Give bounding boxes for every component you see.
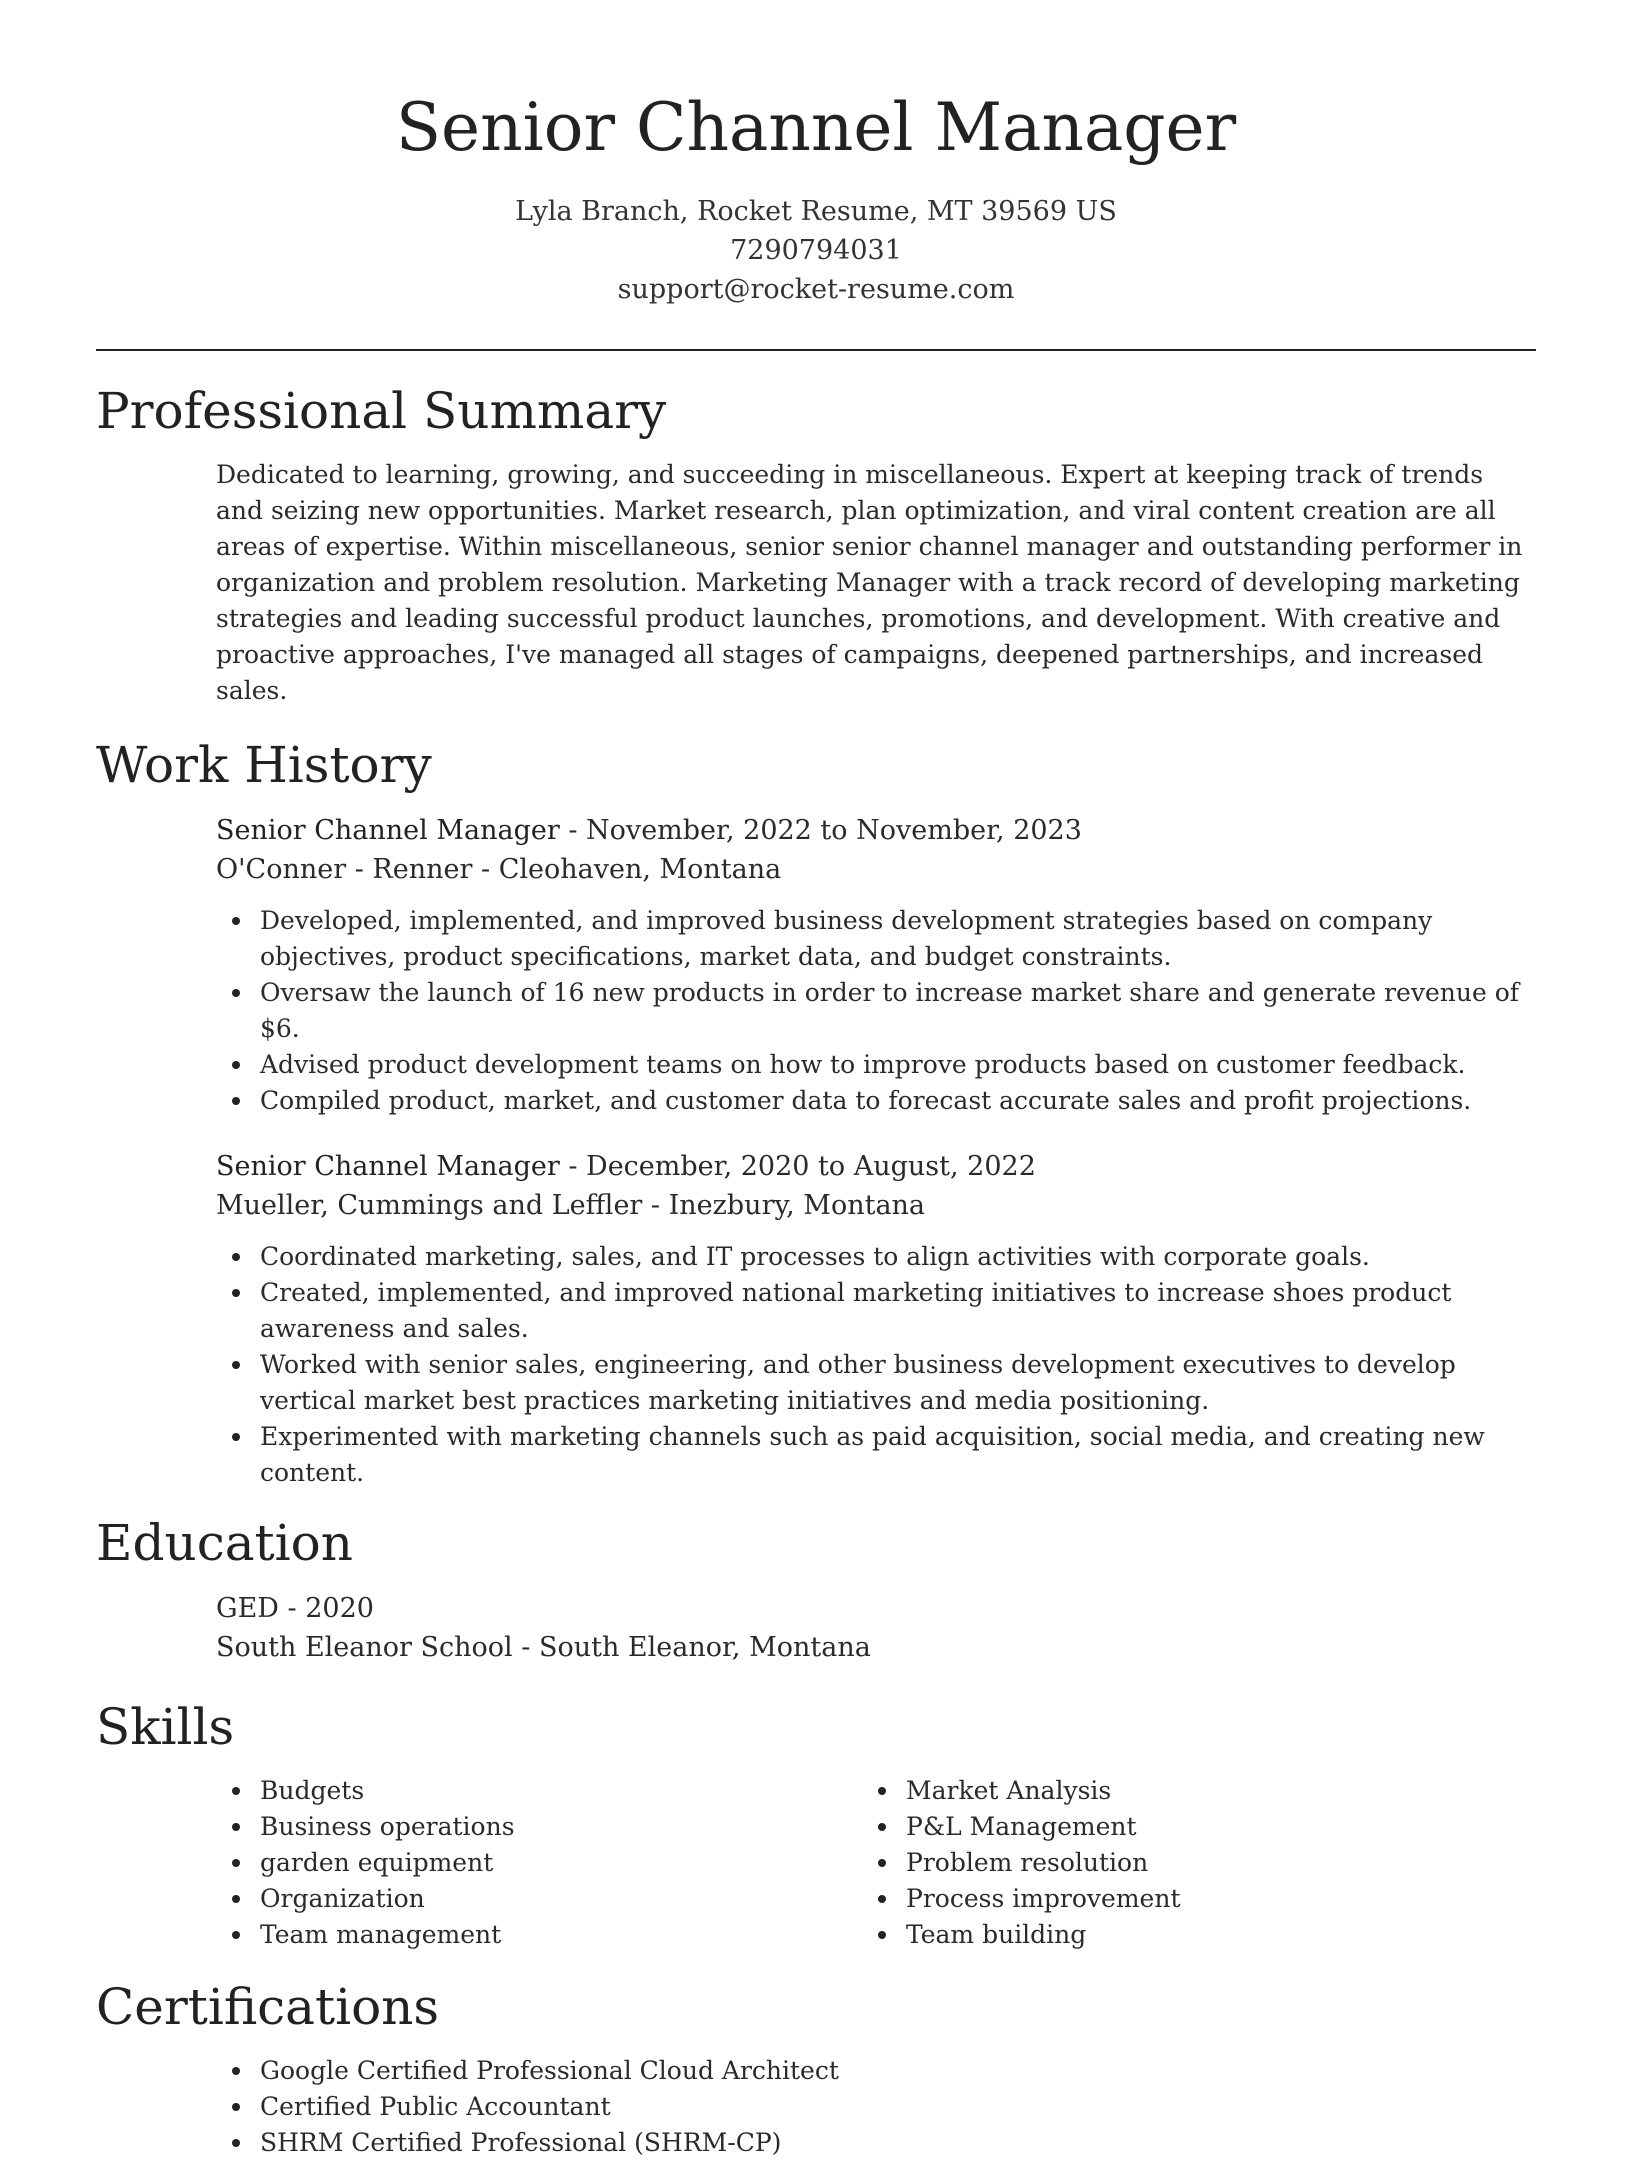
contact-block — [96, 192, 1536, 309]
skill-item: Business operations — [216, 1809, 862, 1845]
skill-item: Budgets — [216, 1773, 862, 1809]
skill-item: Problem resolution — [862, 1845, 1508, 1881]
resume-page — [96, 0, 1536, 2161]
certification-item: Google Certified Professional Cloud Architect — [216, 2053, 1536, 2089]
job-bullets — [216, 1239, 1536, 1491]
skills-section — [96, 1695, 1536, 1953]
resume-header — [96, 0, 1536, 309]
skills-grid — [216, 1773, 1536, 1953]
job-dates: - November, 2022 to November, 2023 — [559, 815, 1082, 846]
skill-item: P&L Management — [862, 1809, 1508, 1845]
resume-title: Senior Channel Manager — [395, 89, 1237, 166]
certification-item: Certified Public Accountant — [216, 2089, 1536, 2125]
job-role: Senior Channel Manager — [216, 815, 560, 846]
job-entry — [96, 811, 1536, 1119]
certifications-body — [96, 2053, 1536, 2161]
job-title-line — [216, 811, 1536, 850]
job-bullet: Worked with senior sales, engineering, and other business development executives to develop vertical market best practices marketing initiatives and media positioning. — [216, 1347, 1536, 1419]
skills-body — [96, 1773, 1536, 1953]
summary-heading: Professional Summary — [96, 382, 667, 440]
contact-phone: 7290794031 — [730, 235, 902, 266]
skill-item: Team management — [216, 1917, 862, 1953]
skills-heading: Skills — [96, 1698, 235, 1756]
skills-column-right — [862, 1773, 1508, 1953]
header-divider — [96, 349, 1536, 351]
skill-item: Team building — [862, 1917, 1508, 1953]
contact-email: support@rocket-resume.com — [617, 274, 1015, 305]
skill-item: Organization — [216, 1881, 862, 1917]
job-location: - Inezbury, Montana — [642, 1190, 926, 1221]
summary-section — [96, 379, 1536, 709]
job-bullet: Oversaw the launch of 16 new products in order to increase market share and generate revenue of $6. — [216, 975, 1536, 1047]
job-dates: - December, 2020 to August, 2022 — [559, 1151, 1036, 1182]
job-company-line — [216, 1186, 1536, 1225]
certifications-section — [96, 1975, 1536, 2161]
education-heading: Education — [96, 1514, 353, 1572]
job-location: - Cleohaven, Montana — [472, 854, 782, 885]
education-school: South Eleanor School — [216, 1632, 513, 1663]
work-history-heading: Work History — [96, 736, 432, 794]
job-bullet: Compiled product, market, and customer data to forecast accurate sales and profit projections. — [216, 1083, 1536, 1119]
job-bullet: Advised product development teams on how to improve products based on customer feedback. — [216, 1047, 1536, 1083]
education-section — [96, 1511, 1536, 1667]
skill-item: Market Analysis — [862, 1773, 1508, 1809]
skill-item: garden equipment — [216, 1845, 862, 1881]
skills-column-left — [216, 1773, 862, 1953]
certifications-heading: Certifications — [96, 1978, 440, 2036]
job-company: O'Conner - Renner — [216, 854, 473, 885]
certification-item: SHRM Certified Professional (SHRM-CP) — [216, 2125, 1536, 2161]
job-role: Senior Channel Manager — [216, 1151, 560, 1182]
certifications-list — [216, 2053, 1536, 2161]
job-bullet: Coordinated marketing, sales, and IT processes to align activities with corporate goals. — [216, 1239, 1536, 1275]
job-company-line — [216, 850, 1536, 889]
summary-text: Dedicated to learning, growing, and succeeding in miscellaneous. Expert at keeping track of trends and seizing new opportunities. Market research, plan optimization, and viral content creation are all areas of expertise. Within miscellaneous, senior senior channel manager and outstanding performer in organization and problem resolution. Marketing Manager with a track record of developing marketing strategies and leading successful product launches, promotions, and development. With creative and proactive approaches, I've managed all stages of campaigns, deepened partnerships, and increased sales. — [216, 460, 1523, 705]
education-degree: GED - 2020 — [216, 1593, 374, 1624]
job-bullet: Developed, implemented, and improved business development strategies based on company objectives, product specifications, market data, and budget constraints. — [216, 903, 1536, 975]
skill-item: Process improvement — [862, 1881, 1508, 1917]
contact-address: Lyla Branch, Rocket Resume, MT 39569 US — [515, 196, 1117, 227]
job-bullets — [216, 903, 1536, 1119]
work-history-section — [96, 733, 1536, 1491]
education-location: - South Eleanor, Montana — [512, 1632, 871, 1663]
education-entry — [96, 1589, 1536, 1667]
job-bullet: Created, implemented, and improved national marketing initiatives to increase shoes product awareness and sales. — [216, 1275, 1536, 1347]
job-bullet: Experimented with marketing channels such as paid acquisition, social media, and creating new content. — [216, 1419, 1536, 1491]
job-title-line — [216, 1147, 1536, 1186]
education-school-line — [216, 1628, 1536, 1667]
job-entry — [96, 1147, 1536, 1491]
job-company: Mueller, Cummings and Leffler — [216, 1190, 643, 1221]
